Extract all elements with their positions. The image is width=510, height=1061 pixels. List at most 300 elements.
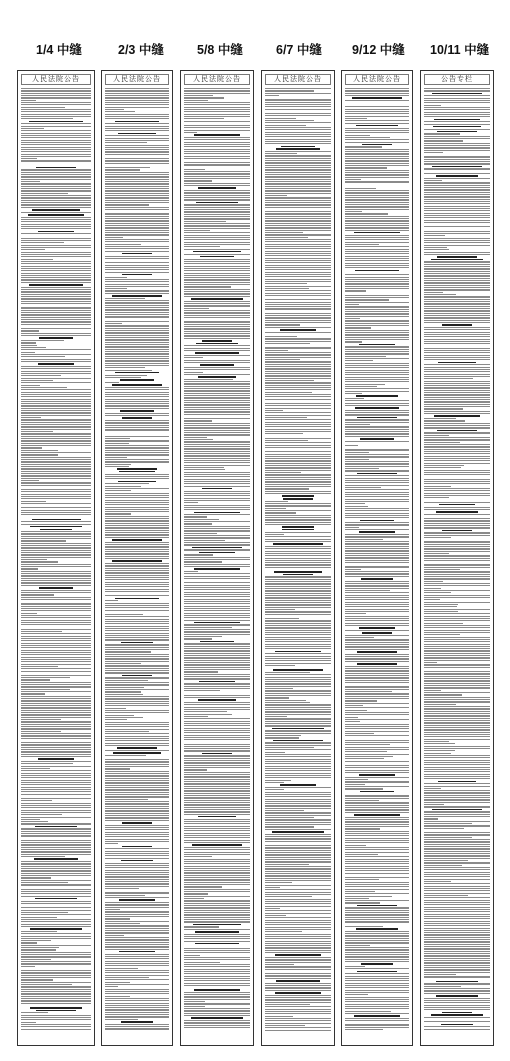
text-line [184, 686, 250, 687]
text-line [105, 396, 169, 397]
text-line [345, 304, 359, 305]
text-line [21, 545, 91, 546]
text-line [265, 690, 331, 691]
text-line [424, 418, 456, 419]
text-line [424, 734, 490, 735]
text-line [265, 931, 302, 932]
text-line [265, 532, 331, 533]
text-line [184, 1001, 205, 1002]
text-line [184, 178, 250, 179]
notice-heading [39, 337, 74, 339]
text-line [21, 256, 91, 257]
text-line [265, 265, 331, 266]
text-line [265, 295, 331, 296]
text-line [184, 821, 250, 822]
text-line [105, 478, 169, 479]
text-line [345, 921, 409, 922]
text-line [345, 891, 375, 892]
text-line [184, 994, 250, 995]
text-line [21, 640, 91, 641]
text-line [184, 1022, 250, 1023]
text-line [345, 244, 379, 245]
text-line [424, 275, 490, 276]
text-line [105, 867, 169, 868]
text-line [105, 447, 169, 448]
text-line [424, 112, 490, 113]
text-line [21, 613, 37, 614]
text-line [424, 657, 490, 658]
text-line [424, 727, 490, 728]
text-line [184, 462, 250, 463]
text-line [345, 870, 409, 871]
text-line [345, 618, 409, 619]
text-line [265, 759, 331, 760]
text-line [21, 1029, 91, 1030]
text-line [184, 919, 250, 920]
text-line [345, 403, 409, 404]
text-line [21, 557, 91, 558]
text-line [21, 314, 91, 315]
text-line [21, 594, 54, 595]
text-line [345, 914, 409, 915]
text-line [345, 973, 409, 974]
text-line [345, 478, 409, 479]
text-line [424, 741, 449, 742]
text-line [184, 357, 203, 358]
text-line [21, 747, 91, 748]
text-line [424, 203, 490, 204]
notice-heading [441, 1024, 473, 1026]
text-line [184, 903, 250, 904]
text-line [345, 195, 409, 196]
text-line [424, 958, 490, 959]
text-line [184, 707, 250, 708]
text-line [21, 677, 70, 678]
text-line [345, 332, 409, 333]
text-line [184, 921, 250, 922]
text-line [105, 346, 169, 347]
text-line [424, 848, 490, 849]
text-line [105, 565, 169, 566]
text-line [21, 875, 91, 876]
text-line [265, 588, 331, 589]
text-line [184, 312, 250, 313]
text-line [265, 336, 297, 337]
text-line [424, 180, 442, 181]
text-line [184, 948, 250, 949]
text-line [184, 589, 250, 590]
notice-heading [34, 858, 79, 860]
text-line [184, 360, 250, 361]
text-line [345, 861, 409, 862]
text-line [345, 216, 409, 217]
text-line [184, 521, 250, 522]
text-line [424, 140, 463, 141]
column-header-2-3: 2/3 中缝 [118, 43, 164, 57]
text-line [184, 819, 250, 820]
text-line [105, 628, 169, 629]
text-line [265, 104, 331, 105]
text-line [21, 603, 91, 604]
notice-heading [38, 758, 74, 760]
text-line [105, 415, 169, 416]
text-line [184, 284, 250, 285]
text-line [184, 721, 250, 722]
text-line [265, 477, 331, 478]
text-line [345, 299, 389, 300]
text-line [105, 663, 141, 664]
text-line [105, 972, 169, 973]
text-line [424, 916, 490, 917]
text-line [345, 100, 409, 101]
notice-heading [112, 539, 161, 541]
text-line [105, 128, 169, 129]
text-line [424, 303, 490, 304]
text-line [21, 798, 91, 799]
text-line [424, 296, 490, 297]
text-line [21, 204, 91, 205]
text-line [345, 515, 409, 516]
text-line [265, 239, 331, 240]
text-line [424, 231, 490, 232]
text-line [184, 608, 250, 609]
text-line [265, 244, 331, 245]
text-line [21, 496, 91, 497]
text-line [265, 417, 307, 418]
text-line [424, 764, 490, 765]
text-line [105, 815, 169, 816]
text-line [265, 508, 286, 509]
text-line [265, 481, 331, 482]
text-line [265, 551, 331, 552]
column-1-4 [17, 70, 95, 1046]
text-line [184, 732, 250, 733]
text-line [265, 290, 331, 291]
text-line [345, 487, 381, 488]
text-line [345, 560, 409, 561]
text-line [424, 839, 490, 840]
text-line [184, 772, 250, 773]
text-line [184, 767, 250, 768]
text-line [184, 561, 222, 562]
text-line [105, 680, 148, 681]
text-line [424, 662, 437, 663]
text-line [21, 147, 91, 148]
text-line [345, 786, 409, 787]
text-line [105, 179, 169, 180]
text-line [21, 731, 61, 732]
text-line [21, 454, 58, 455]
text-line [105, 568, 169, 569]
text-line [21, 156, 91, 157]
text-line [345, 978, 409, 979]
text-line [184, 308, 209, 309]
text-line [424, 609, 490, 610]
text-line [105, 780, 169, 781]
text-line [265, 929, 331, 930]
text-line [424, 308, 490, 309]
notice-heading [283, 574, 313, 576]
text-line [184, 554, 213, 555]
text-line [424, 408, 463, 409]
text-line [184, 289, 250, 290]
text-line [21, 738, 91, 739]
text-line [105, 954, 169, 955]
text-line [265, 465, 331, 466]
text-line [424, 392, 490, 393]
text-line [265, 143, 331, 144]
text-line [345, 1020, 409, 1021]
text-line [265, 639, 331, 640]
text-line [105, 904, 169, 905]
text-line [21, 1017, 91, 1018]
text-line [21, 817, 91, 818]
text-line [184, 434, 250, 435]
text-line [184, 969, 250, 970]
text-line [265, 410, 283, 411]
text-line [21, 896, 91, 897]
text-line [21, 652, 91, 653]
text-line [345, 772, 409, 773]
text-line [345, 945, 370, 946]
text-line [424, 602, 490, 603]
text-line [105, 661, 169, 662]
text-line [105, 207, 169, 208]
text-line [424, 1002, 490, 1003]
text-line [265, 882, 292, 883]
text-line [265, 90, 314, 91]
text-line [265, 350, 288, 351]
text-line [21, 90, 91, 91]
text-line [345, 480, 409, 481]
text-line [184, 582, 250, 583]
text-line [345, 163, 409, 164]
text-line [424, 322, 490, 323]
text-line [184, 516, 207, 517]
notice-heading [354, 814, 400, 816]
text-line [345, 566, 409, 567]
text-line [184, 109, 250, 110]
notice-heading [115, 372, 159, 374]
text-line [105, 392, 169, 393]
text-line [265, 723, 331, 724]
text-line [21, 466, 91, 467]
text-line [424, 934, 490, 935]
text-line [265, 950, 331, 951]
text-line [345, 422, 409, 423]
text-line [345, 879, 379, 880]
text-line [21, 324, 91, 325]
text-line [424, 853, 490, 854]
text-line [424, 242, 490, 243]
text-line [265, 227, 331, 228]
text-line [184, 793, 250, 794]
text-line [105, 445, 169, 446]
text-line [424, 520, 490, 521]
text-line [105, 190, 169, 191]
text-line [105, 454, 169, 455]
text-line [21, 901, 91, 902]
text-line [105, 923, 140, 924]
text-line [21, 368, 91, 369]
text-line [21, 728, 91, 729]
text-line [345, 492, 409, 493]
notice-heading [121, 642, 153, 644]
text-line [265, 562, 331, 563]
text-line [265, 361, 331, 362]
text-line [424, 967, 490, 968]
text-line [105, 696, 169, 697]
text-line [345, 379, 409, 380]
text-line [105, 234, 169, 235]
text-line [105, 635, 169, 636]
text-line [105, 527, 169, 528]
text-line [21, 661, 91, 662]
text-line [265, 380, 314, 381]
text-line [184, 127, 250, 128]
text-line [265, 875, 331, 876]
text-line [105, 584, 169, 585]
text-line [21, 751, 91, 752]
text-line [21, 443, 91, 444]
text-line [424, 946, 490, 947]
text-line [105, 507, 169, 508]
text-line [265, 534, 284, 535]
text-line [184, 964, 250, 965]
text-line [184, 983, 250, 984]
text-line [345, 866, 409, 867]
text-line [105, 504, 169, 505]
text-line [345, 454, 409, 455]
text-line [184, 216, 250, 217]
text-line [21, 831, 91, 832]
notice-heading [354, 1015, 400, 1017]
text-line [105, 525, 169, 526]
text-line [265, 845, 331, 846]
text-line [21, 989, 91, 990]
text-line [265, 1025, 305, 1026]
text-line [345, 506, 368, 507]
text-line [424, 699, 490, 700]
text-line [21, 710, 91, 711]
text-line [21, 307, 91, 308]
text-line [184, 303, 250, 304]
text-line [105, 595, 169, 596]
notice-heading [357, 971, 398, 973]
text-line [184, 1015, 250, 1016]
text-line [105, 523, 169, 524]
text-line [21, 707, 91, 708]
text-line [184, 169, 205, 170]
text-line [265, 132, 331, 133]
text-line [184, 331, 250, 332]
text-line [345, 199, 409, 200]
text-line [105, 248, 169, 249]
text-line [424, 862, 490, 863]
text-line [184, 293, 250, 294]
text-line [424, 369, 490, 370]
text-line [424, 918, 490, 919]
text-line [345, 733, 374, 734]
notice-heading [273, 543, 324, 545]
text-line [424, 425, 490, 426]
text-line [21, 422, 91, 423]
text-line [184, 559, 250, 560]
text-line [345, 585, 409, 586]
text-line [105, 218, 169, 219]
text-line [424, 855, 490, 856]
text-line [345, 436, 409, 437]
text-line [265, 899, 331, 900]
text-line [184, 739, 250, 740]
text-line [21, 828, 91, 829]
text-line [265, 947, 331, 948]
text-line [21, 447, 42, 448]
text-line [424, 585, 490, 586]
text-line [345, 341, 362, 342]
text-line [184, 221, 226, 222]
text-line [184, 807, 250, 808]
text-line [184, 697, 250, 698]
notice-heading [119, 471, 155, 473]
text-line [424, 858, 490, 859]
text-line [21, 389, 91, 390]
text-line [21, 870, 91, 871]
text-line [345, 798, 409, 799]
text-line [184, 249, 250, 250]
text-line [345, 260, 409, 261]
text-line [345, 994, 368, 995]
text-line [424, 574, 490, 575]
text-line [184, 164, 250, 165]
text-line [345, 165, 409, 166]
text-line [424, 145, 490, 146]
text-line [265, 579, 331, 580]
text-line [105, 360, 169, 361]
text-line [424, 865, 462, 866]
text-line [345, 677, 409, 678]
text-line [105, 803, 169, 804]
text-line [184, 957, 250, 958]
text-line [265, 197, 331, 198]
text-line [424, 650, 490, 651]
text-line [105, 888, 139, 889]
notice-heading [122, 274, 153, 276]
notice-heading [112, 560, 162, 562]
text-line [345, 258, 409, 259]
text-line [184, 859, 250, 860]
text-line [105, 958, 169, 959]
notice-heading [439, 504, 475, 506]
notice-heading [121, 1021, 154, 1023]
text-line [105, 450, 169, 451]
text-line [424, 463, 490, 464]
text-line [105, 95, 169, 96]
text-line [424, 147, 490, 148]
text-line [345, 496, 409, 497]
text-line [21, 270, 91, 271]
text-line [265, 95, 279, 96]
text-line [184, 444, 250, 445]
text-line [21, 473, 91, 474]
text-line [184, 446, 250, 447]
text-line [424, 637, 490, 638]
text-line [424, 294, 456, 295]
text-line [345, 313, 409, 314]
text-line [424, 456, 490, 457]
notice-heading [442, 530, 472, 532]
text-line [105, 425, 169, 426]
